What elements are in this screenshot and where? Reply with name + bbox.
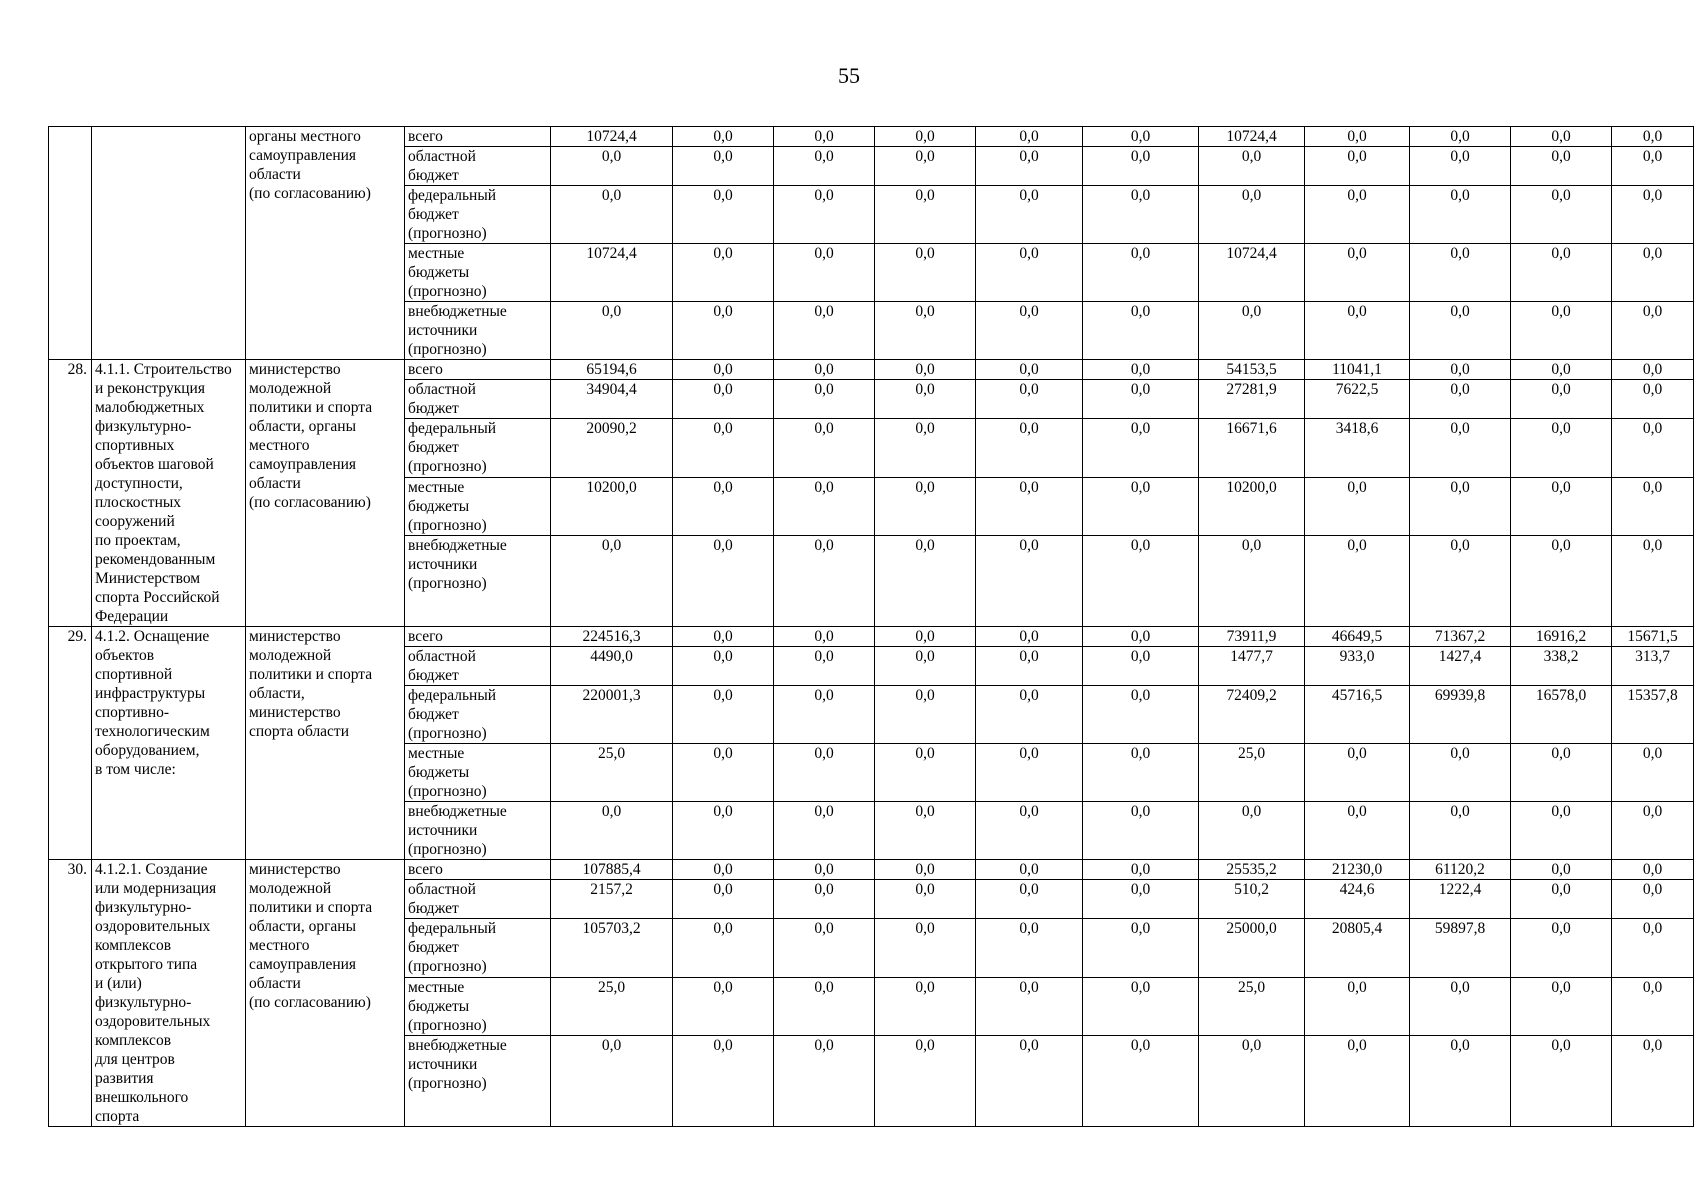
funding-value: 0,0: [673, 880, 774, 919]
funding-value: 0,0: [774, 302, 875, 360]
funding-value: 0,0: [976, 419, 1083, 477]
funding-value: 25,0: [1199, 744, 1305, 802]
funding-value: 0,0: [673, 186, 774, 244]
funding-source: внебюджетные источники (прогнозно): [405, 802, 551, 860]
row-index: 29.: [49, 627, 92, 860]
funding-value: 0,0: [1083, 919, 1199, 977]
funding-value: 0,0: [1305, 302, 1410, 360]
funding-value: 1477,7: [1199, 647, 1305, 686]
funding-value: 72409,2: [1199, 686, 1305, 744]
funding-value: 0,0: [1305, 127, 1410, 147]
funding-value: 10724,4: [551, 244, 673, 302]
funding-value: 0,0: [551, 147, 673, 186]
funding-value: 16671,6: [1199, 419, 1305, 477]
funding-value: 0,0: [673, 360, 774, 380]
funding-value: 1222,4: [1410, 880, 1511, 919]
funding-value: 16578,0: [1511, 686, 1612, 744]
funding-source: внебюджетные источники (прогнозно): [405, 302, 551, 360]
funding-source: федеральный бюджет (прогнозно): [405, 186, 551, 244]
funding-value: 15357,8: [1612, 686, 1694, 744]
funding-value: 10200,0: [1199, 477, 1305, 535]
funding-value: 45716,5: [1305, 686, 1410, 744]
funding-value: 313,7: [1612, 647, 1694, 686]
funding-source: всего: [405, 860, 551, 880]
funding-source: внебюджетные источники (прогнозно): [405, 1036, 551, 1127]
funding-value: 105703,2: [551, 919, 673, 977]
funding-value: 59897,8: [1410, 919, 1511, 977]
funding-value: 0,0: [1612, 127, 1694, 147]
funding-source: областной бюджет: [405, 147, 551, 186]
funding-value: 0,0: [976, 880, 1083, 919]
funding-value: 0,0: [1511, 360, 1612, 380]
funding-value: 0,0: [1511, 419, 1612, 477]
funding-value: 0,0: [976, 744, 1083, 802]
funding-value: 0,0: [1199, 186, 1305, 244]
funding-value: 0,0: [1410, 744, 1511, 802]
funding-value: 0,0: [673, 147, 774, 186]
funding-value: 0,0: [976, 360, 1083, 380]
funding-value: 0,0: [774, 627, 875, 647]
funding-value: 0,0: [774, 360, 875, 380]
funding-value: 0,0: [1612, 244, 1694, 302]
funding-value: 10724,4: [551, 127, 673, 147]
funding-value: 0,0: [976, 686, 1083, 744]
funding-value: 0,0: [673, 919, 774, 977]
funding-value: 0,0: [774, 1036, 875, 1127]
funding-source: местные бюджеты (прогнозно): [405, 477, 551, 535]
funding-value: 510,2: [1199, 880, 1305, 919]
funding-value: 0,0: [976, 186, 1083, 244]
funding-value: 0,0: [1083, 647, 1199, 686]
funding-value: 338,2: [1511, 647, 1612, 686]
funding-value: 0,0: [875, 860, 976, 880]
funding-value: 0,0: [976, 244, 1083, 302]
funding-value: 0,0: [1511, 380, 1612, 419]
funding-value: 0,0: [976, 860, 1083, 880]
funding-value: 224516,3: [551, 627, 673, 647]
funding-value: 0,0: [1612, 477, 1694, 535]
funding-value: 0,0: [1083, 686, 1199, 744]
funding-value: 0,0: [1612, 977, 1694, 1035]
funding-value: 0,0: [673, 380, 774, 419]
funding-value: 0,0: [774, 186, 875, 244]
funding-value: 0,0: [875, 147, 976, 186]
funding-value: 0,0: [673, 244, 774, 302]
table-row: [49, 860, 1694, 880]
funding-value: 0,0: [1305, 744, 1410, 802]
funding-value: 0,0: [1410, 1036, 1511, 1127]
funding-value: 0,0: [1083, 744, 1199, 802]
funding-value: 0,0: [1305, 186, 1410, 244]
funding-value: 0,0: [976, 977, 1083, 1035]
funding-value: 0,0: [1083, 380, 1199, 419]
funding-source: всего: [405, 360, 551, 380]
funding-value: 0,0: [976, 477, 1083, 535]
event-name: 4.1.1. Строительство и реконструкция малобюджетных физкультурно- спортивных объектов шаговой доступности, плоскостных сооружений по проектам, рекомендованным Министерством спорта Российской Федерации: [92, 360, 246, 627]
funding-value: 0,0: [673, 536, 774, 627]
funding-value: 0,0: [551, 1036, 673, 1127]
funding-value: 0,0: [1511, 302, 1612, 360]
funding-value: 0,0: [1511, 477, 1612, 535]
funding-value: 0,0: [1199, 802, 1305, 860]
funding-value: 107885,4: [551, 860, 673, 880]
funding-value: 0,0: [1410, 127, 1511, 147]
funding-value: 0,0: [673, 802, 774, 860]
funding-value: 0,0: [1305, 244, 1410, 302]
funding-value: 0,0: [976, 302, 1083, 360]
funding-value: 34904,4: [551, 380, 673, 419]
funding-value: 0,0: [875, 802, 976, 860]
funding-value: 0,0: [774, 477, 875, 535]
funding-value: 0,0: [1305, 977, 1410, 1035]
funding-value: 0,0: [774, 880, 875, 919]
funding-value: 0,0: [774, 977, 875, 1035]
funding-value: 0,0: [1083, 536, 1199, 627]
funding-value: 0,0: [774, 860, 875, 880]
executor-name: министерство молодежной политики и спорта области, министерство спорта области: [246, 627, 405, 860]
funding-value: 0,0: [1511, 536, 1612, 627]
funding-value: 25,0: [1199, 977, 1305, 1035]
funding-value: 0,0: [1410, 536, 1511, 627]
funding-value: 0,0: [1612, 1036, 1694, 1127]
funding-value: 0,0: [1511, 244, 1612, 302]
funding-value: 0,0: [1083, 860, 1199, 880]
funding-value: 0,0: [1083, 1036, 1199, 1127]
funding-value: 0,0: [774, 536, 875, 627]
funding-value: 0,0: [1410, 186, 1511, 244]
funding-value: 0,0: [1410, 477, 1511, 535]
funding-value: 16916,2: [1511, 627, 1612, 647]
funding-value: 424,6: [1305, 880, 1410, 919]
funding-value: 0,0: [976, 802, 1083, 860]
funding-value: 20805,4: [1305, 919, 1410, 977]
funding-source: федеральный бюджет (прогнозно): [405, 686, 551, 744]
funding-value: 0,0: [774, 744, 875, 802]
funding-source: внебюджетные источники (прогнозно): [405, 536, 551, 627]
funding-source: всего: [405, 127, 551, 147]
funding-value: 0,0: [1511, 1036, 1612, 1127]
funding-value: 25535,2: [1199, 860, 1305, 880]
funding-value: 0,0: [1612, 860, 1694, 880]
funding-value: 0,0: [1083, 802, 1199, 860]
funding-value: 0,0: [1305, 802, 1410, 860]
budget-table: [48, 126, 1694, 1127]
funding-value: 0,0: [1199, 1036, 1305, 1127]
funding-value: 0,0: [1612, 186, 1694, 244]
funding-value: 0,0: [774, 244, 875, 302]
funding-value: 0,0: [1511, 744, 1612, 802]
funding-value: 54153,5: [1199, 360, 1305, 380]
funding-value: 21230,0: [1305, 860, 1410, 880]
funding-value: 0,0: [976, 647, 1083, 686]
funding-value: 2157,2: [551, 880, 673, 919]
funding-value: 0,0: [1612, 919, 1694, 977]
funding-value: 0,0: [875, 186, 976, 244]
row-index: [49, 127, 92, 360]
funding-value: 25,0: [551, 744, 673, 802]
funding-value: 0,0: [1612, 302, 1694, 360]
funding-value: 0,0: [551, 536, 673, 627]
funding-value: 0,0: [1083, 419, 1199, 477]
funding-value: 0,0: [875, 536, 976, 627]
funding-value: 0,0: [673, 627, 774, 647]
funding-value: 0,0: [1305, 477, 1410, 535]
funding-value: 0,0: [875, 477, 976, 535]
funding-source: федеральный бюджет (прогнозно): [405, 919, 551, 977]
funding-value: 25000,0: [1199, 919, 1305, 977]
funding-value: 0,0: [976, 627, 1083, 647]
table-row: [49, 360, 1694, 380]
funding-value: 11041,1: [1305, 360, 1410, 380]
funding-value: 0,0: [551, 802, 673, 860]
funding-value: 0,0: [1410, 147, 1511, 186]
funding-value: 0,0: [774, 419, 875, 477]
funding-value: 15671,5: [1612, 627, 1694, 647]
funding-value: 71367,2: [1410, 627, 1511, 647]
funding-value: 0,0: [774, 647, 875, 686]
table-row: [49, 127, 1694, 147]
funding-value: 65194,6: [551, 360, 673, 380]
funding-value: 0,0: [1305, 536, 1410, 627]
funding-value: 7622,5: [1305, 380, 1410, 419]
funding-value: 0,0: [875, 880, 976, 919]
funding-value: 0,0: [875, 977, 976, 1035]
funding-source: местные бюджеты (прогнозно): [405, 244, 551, 302]
funding-value: 0,0: [551, 186, 673, 244]
funding-value: 0,0: [1511, 186, 1612, 244]
funding-value: 4490,0: [551, 647, 673, 686]
funding-value: 0,0: [875, 360, 976, 380]
funding-value: 0,0: [1410, 244, 1511, 302]
funding-value: 0,0: [774, 802, 875, 860]
funding-value: 0,0: [1410, 419, 1511, 477]
funding-value: 0,0: [875, 380, 976, 419]
executor-name: органы местного самоуправления области (по согласованию): [246, 127, 405, 360]
funding-value: 0,0: [875, 302, 976, 360]
executor-name: министерство молодежной политики и спорта области, органы местного самоуправления области (по согласованию): [246, 360, 405, 627]
row-index: 28.: [49, 360, 92, 627]
funding-value: 0,0: [1083, 127, 1199, 147]
table-row: [49, 627, 1694, 647]
funding-value: 0,0: [1511, 977, 1612, 1035]
funding-value: 0,0: [1511, 919, 1612, 977]
funding-source: областной бюджет: [405, 380, 551, 419]
funding-value: 25,0: [551, 977, 673, 1035]
funding-value: 0,0: [1511, 860, 1612, 880]
row-index: 30.: [49, 860, 92, 1127]
funding-value: 0,0: [875, 647, 976, 686]
funding-value: 0,0: [673, 647, 774, 686]
funding-value: 0,0: [1199, 536, 1305, 627]
funding-value: 0,0: [1612, 880, 1694, 919]
funding-value: 0,0: [875, 627, 976, 647]
funding-value: 10200,0: [551, 477, 673, 535]
funding-source: федеральный бюджет (прогнозно): [405, 419, 551, 477]
funding-value: 0,0: [1305, 147, 1410, 186]
funding-value: 0,0: [774, 919, 875, 977]
funding-value: 0,0: [1612, 360, 1694, 380]
funding-value: 0,0: [1083, 147, 1199, 186]
funding-value: 0,0: [673, 477, 774, 535]
funding-value: 0,0: [1083, 880, 1199, 919]
funding-value: 0,0: [1410, 302, 1511, 360]
funding-value: 0,0: [976, 919, 1083, 977]
funding-value: 73911,9: [1199, 627, 1305, 647]
funding-value: 0,0: [1305, 1036, 1410, 1127]
funding-value: 0,0: [551, 302, 673, 360]
funding-source: местные бюджеты (прогнозно): [405, 744, 551, 802]
funding-value: 0,0: [875, 919, 976, 977]
funding-value: 10724,4: [1199, 244, 1305, 302]
funding-value: 0,0: [875, 686, 976, 744]
funding-value: 0,0: [1410, 802, 1511, 860]
funding-value: 0,0: [1511, 147, 1612, 186]
funding-value: 0,0: [673, 1036, 774, 1127]
funding-value: 27281,9: [1199, 380, 1305, 419]
funding-value: 0,0: [673, 977, 774, 1035]
funding-value: 0,0: [875, 1036, 976, 1127]
funding-value: 61120,2: [1410, 860, 1511, 880]
funding-value: 0,0: [1083, 186, 1199, 244]
funding-value: 0,0: [875, 127, 976, 147]
funding-value: 0,0: [1511, 880, 1612, 919]
funding-value: 0,0: [1083, 244, 1199, 302]
funding-value: 0,0: [673, 302, 774, 360]
funding-value: 0,0: [1612, 802, 1694, 860]
funding-value: 0,0: [1612, 380, 1694, 419]
funding-value: 0,0: [673, 686, 774, 744]
funding-value: 1427,4: [1410, 647, 1511, 686]
funding-value: 0,0: [1410, 360, 1511, 380]
funding-value: 933,0: [1305, 647, 1410, 686]
funding-value: 0,0: [1511, 802, 1612, 860]
funding-value: 0,0: [1612, 744, 1694, 802]
page-number-text: 55: [838, 63, 860, 88]
funding-value: 0,0: [774, 380, 875, 419]
funding-value: 0,0: [673, 860, 774, 880]
event-name: 4.1.2. Оснащение объектов спортивной инфраструктуры спортивно- технологическим оборудованием, в том числе:: [92, 627, 246, 860]
funding-value: 0,0: [673, 419, 774, 477]
funding-value: 0,0: [976, 127, 1083, 147]
event-name: 4.1.2.1. Создание или модернизация физкультурно- оздоровительных комплексов открытого типа и (или) физкультурно- оздоровительных комплексов для центров развития внешкольного спорта: [92, 860, 246, 1127]
funding-value: 10724,4: [1199, 127, 1305, 147]
event-name: [92, 127, 246, 360]
funding-value: 0,0: [1612, 147, 1694, 186]
funding-value: 0,0: [1083, 477, 1199, 535]
funding-value: 0,0: [673, 744, 774, 802]
funding-source: областной бюджет: [405, 647, 551, 686]
funding-source: местные бюджеты (прогнозно): [405, 977, 551, 1035]
funding-value: 0,0: [1199, 147, 1305, 186]
funding-value: 0,0: [774, 127, 875, 147]
funding-value: 69939,8: [1410, 686, 1511, 744]
funding-value: 20090,2: [551, 419, 673, 477]
funding-value: 0,0: [976, 380, 1083, 419]
funding-value: 0,0: [976, 147, 1083, 186]
funding-value: 220001,3: [551, 686, 673, 744]
funding-value: 0,0: [1083, 360, 1199, 380]
funding-value: 0,0: [1083, 977, 1199, 1035]
funding-value: 0,0: [1199, 302, 1305, 360]
funding-value: 0,0: [1511, 127, 1612, 147]
funding-value: 3418,6: [1305, 419, 1410, 477]
funding-value: 0,0: [1083, 302, 1199, 360]
funding-value: 0,0: [1410, 380, 1511, 419]
funding-value: 46649,5: [1305, 627, 1410, 647]
funding-value: 0,0: [774, 686, 875, 744]
funding-value: 0,0: [774, 147, 875, 186]
funding-source: областной бюджет: [405, 880, 551, 919]
funding-value: 0,0: [875, 419, 976, 477]
funding-value: 0,0: [976, 536, 1083, 627]
funding-value: 0,0: [976, 1036, 1083, 1127]
funding-value: 0,0: [875, 244, 976, 302]
funding-source: всего: [405, 627, 551, 647]
funding-value: 0,0: [875, 744, 976, 802]
funding-value: 0,0: [1083, 627, 1199, 647]
funding-value: 0,0: [1612, 536, 1694, 627]
funding-value: 0,0: [673, 127, 774, 147]
funding-value: 0,0: [1612, 419, 1694, 477]
executor-name: министерство молодежной политики и спорта области, органы местного самоуправления области (по согласованию): [246, 860, 405, 1127]
funding-value: 0,0: [1410, 977, 1511, 1035]
